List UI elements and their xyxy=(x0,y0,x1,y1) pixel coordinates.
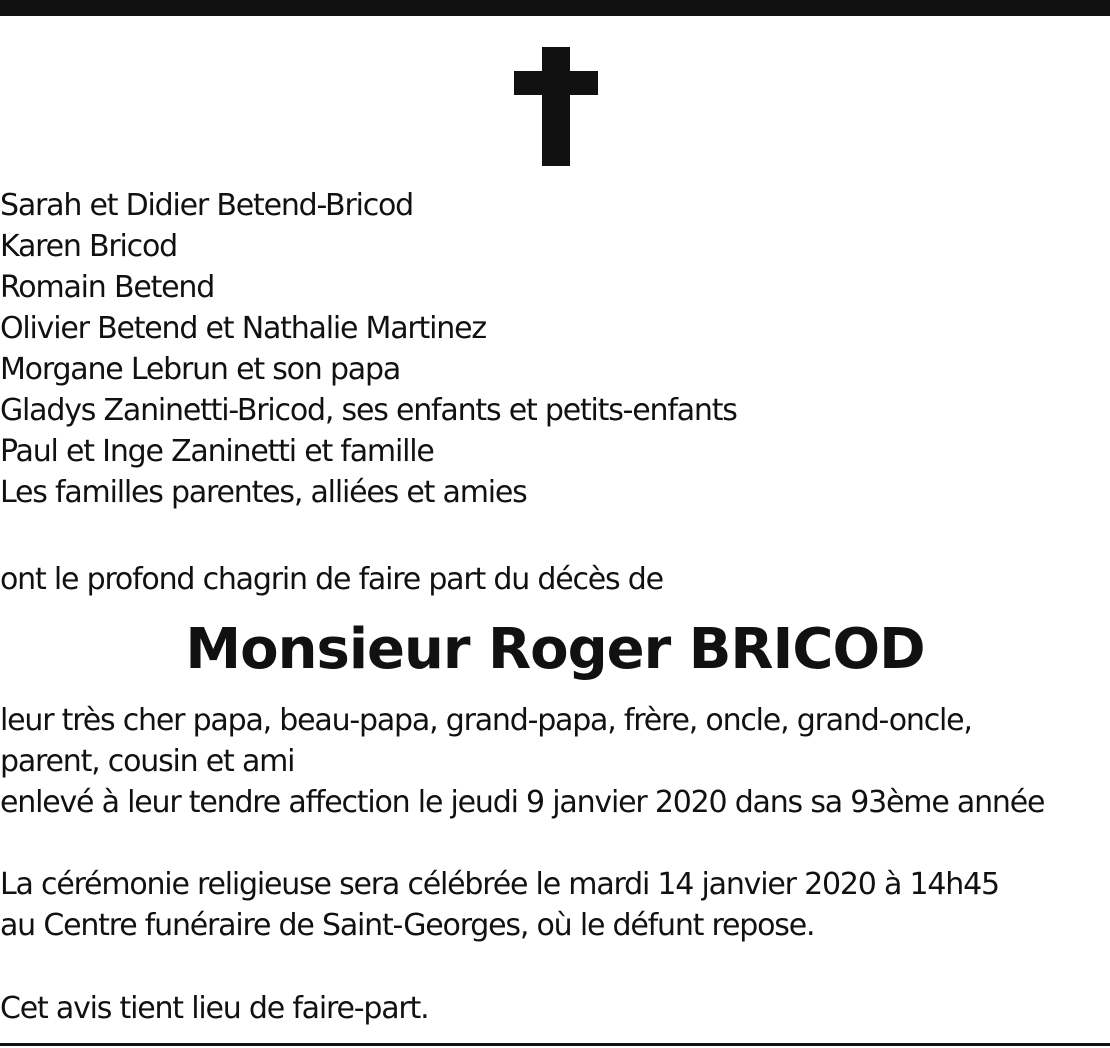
family-line: Romain Betend xyxy=(0,270,215,305)
family-line: Olivier Betend et Nathalie Martinez xyxy=(0,311,486,346)
family-line: Morgane Lebrun et son papa xyxy=(0,352,401,387)
notice-line: Cet avis tient lieu de faire-part. xyxy=(0,991,429,1026)
family-line: Karen Bricod xyxy=(0,229,177,264)
family-line: Les familles parentes, alliées et amies xyxy=(0,475,527,510)
cross-horizontal-bar xyxy=(514,71,598,95)
family-line: Paul et Inge Zaninetti et famille xyxy=(0,434,434,469)
relation-line: parent, cousin et ami xyxy=(0,744,295,779)
bottom-border-rule xyxy=(0,1043,1110,1046)
ceremony-line: La cérémonie religieuse sera célébrée le mardi 14 janvier 2020 à 14h45 xyxy=(0,867,999,902)
relation-line: leur très cher papa, beau-papa, grand-papa, frère, oncle, grand-oncle, xyxy=(0,703,972,738)
ceremony-block xyxy=(0,864,999,946)
ceremony-line: au Centre funéraire de Saint-Georges, où le défunt repose. xyxy=(0,908,815,943)
family-line: Gladys Zaninetti-Bricod, ses enfants et petits-enfants xyxy=(0,393,737,428)
relation-block xyxy=(0,700,1044,823)
cross-vertical-bar xyxy=(542,47,570,166)
relation-line: enlevé à leur tendre affection le jeudi 9 janvier 2020 dans sa 93ème année xyxy=(0,785,1045,820)
announcement-intro: ont le profond chagrin de faire part du décès de xyxy=(0,562,663,597)
family-line: Sarah et Didier Betend-Bricod xyxy=(0,188,414,223)
top-border-rule xyxy=(0,0,1110,16)
deceased-name: Monsieur Roger BRICOD xyxy=(185,617,925,682)
family-list xyxy=(0,185,737,513)
cross-icon xyxy=(514,47,598,166)
